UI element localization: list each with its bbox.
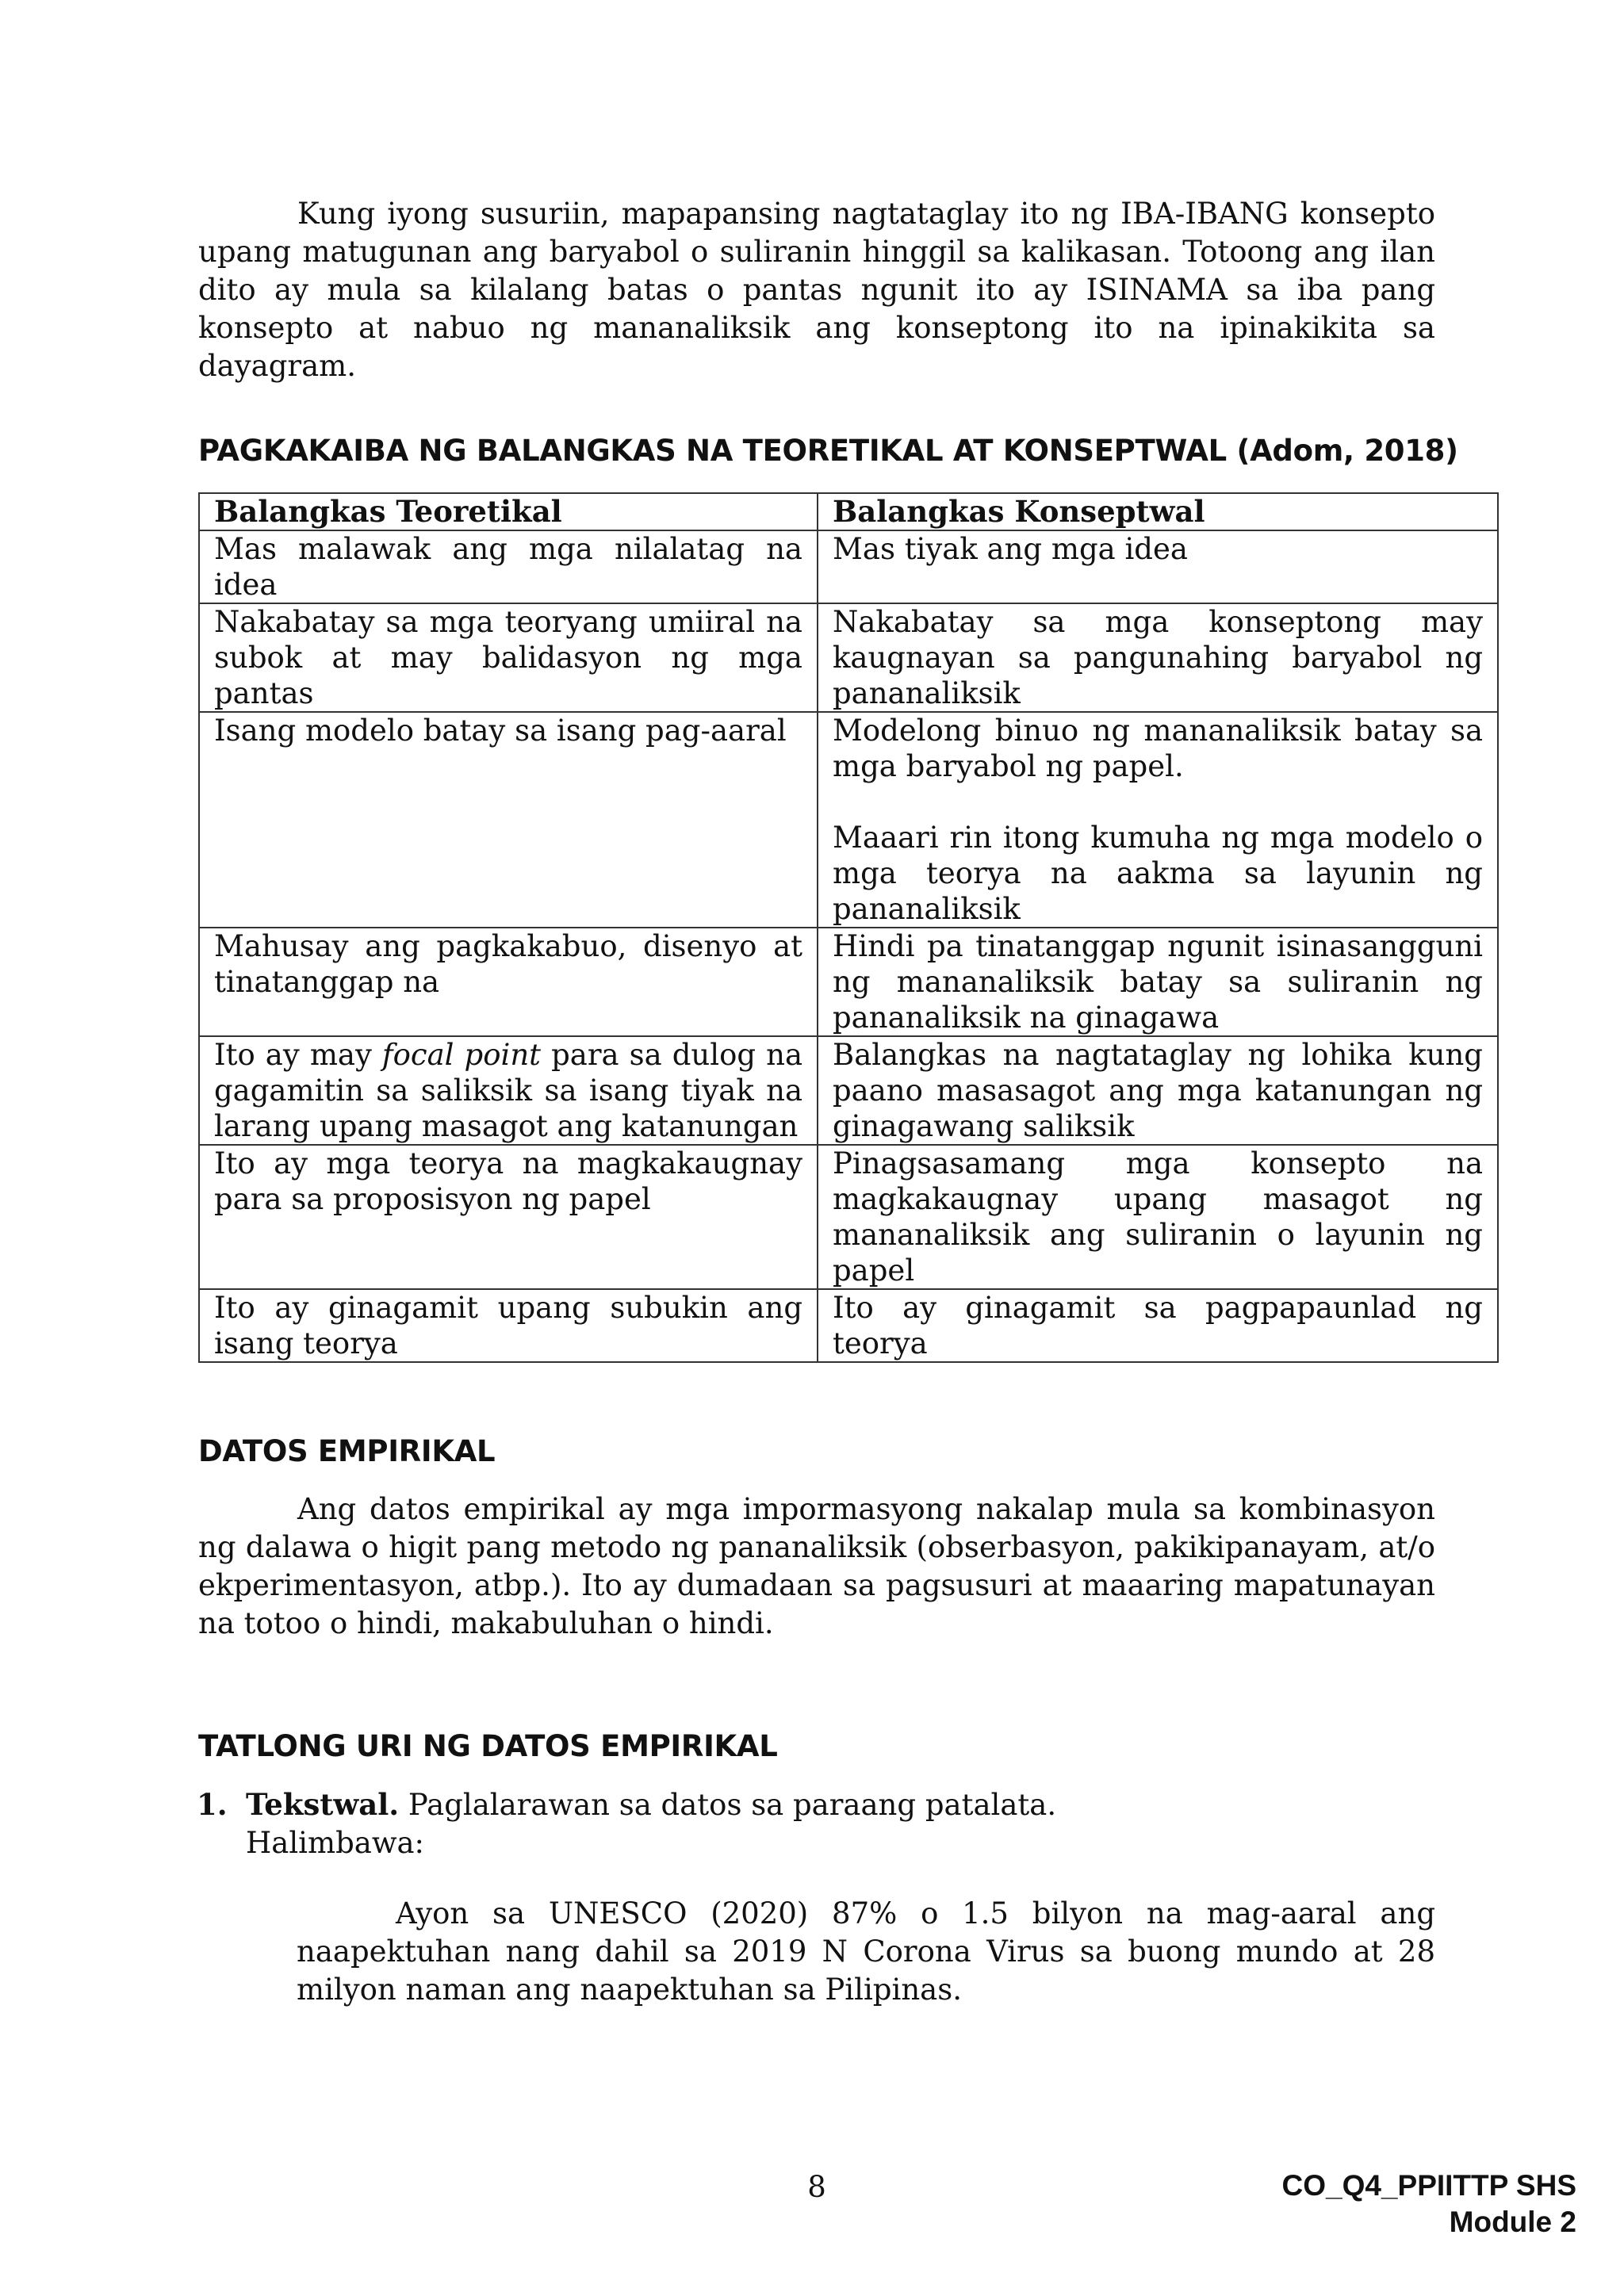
example-label: Halimbawa: xyxy=(246,1826,425,1860)
table-cell-teoretikal xyxy=(199,1036,818,1145)
table-cell-konseptwal xyxy=(818,712,1498,928)
table-cell-konseptwal: Balangkas na nagtataglay ng lohika kung paano masasagot ang mga katanungan ng ginagawang saliksik xyxy=(818,1036,1498,1145)
cell-text-before: Ito ay may xyxy=(214,1038,382,1072)
focal-point-term: focal point xyxy=(381,1038,542,1072)
table-cell-teoretikal: Mas malawak ang mga nilalatag na idea xyxy=(199,530,818,603)
table-cell-konseptwal: Nakabatay sa mga konseptong may kaugnayan sa pangunahing baryabol ng pananaliksik xyxy=(818,603,1498,712)
table-cell-teoretikal: Nakabatay sa mga teoryang umiiral na subok at may balidasyon ng mga pantas xyxy=(199,603,818,712)
list-item-number: 1. xyxy=(197,1787,228,1822)
table-row xyxy=(199,1145,1498,1289)
comparison-heading: PAGKAKAIBA NG BALANGKAS NA TEORETIKAL AT KONSEPTWAL (Adom, 2018) xyxy=(198,434,1458,468)
table-cell-konseptwal: Hindi pa tinatanggap ngunit isinasangguni ng mananaliksik batay sa suliranin ng pananaliksik na ginagawa xyxy=(818,928,1498,1036)
datos-heading: DATOS EMPIRIKAL xyxy=(198,1434,496,1468)
table-cell-teoretikal: Mahusay ang pagkakabuo, disenyo at tinatanggap na xyxy=(199,928,818,1036)
intro-paragraph xyxy=(198,195,1435,385)
table-cell-konseptwal-text: Modelong binuo ng mananaliksik batay sa mga baryabol ng papel. xyxy=(833,714,1483,783)
table-cell-konseptwal: Pinagsasamang mga konsepto na magkakaugnay upang masagot ng mananaliksik ang suliranin o layunin ng papel xyxy=(818,1145,1498,1289)
table-cell-teoretikal: Isang modelo batay sa isang pag-aaral xyxy=(199,712,818,928)
table-cell-konseptwal: Ito ay ginagamit sa pagpapaunlad ng teorya xyxy=(818,1289,1498,1362)
list-item-term: Tekstwal. xyxy=(246,1787,400,1822)
table-row xyxy=(199,530,1498,603)
table-cell-konseptwal-extra: Maaari rin itong kumuha ng mga modelo o mga teorya na aakma sa layunin ng pananaliksik xyxy=(833,821,1483,926)
table-row xyxy=(199,928,1498,1036)
table-row xyxy=(199,712,1498,928)
comparison-table xyxy=(198,492,1499,1363)
table-cell-teoretikal: Ito ay ginagamit upang subukin ang isang teorya xyxy=(199,1289,818,1362)
datos-paragraph xyxy=(198,1490,1435,1643)
table-cell-teoretikal: Ito ay mga teorya na magkakaugnay para sa proposisyon ng papel xyxy=(199,1145,818,1289)
column-header-teoretikal: Balangkas Teoretikal xyxy=(199,493,818,530)
table-cell-konseptwal: Mas tiyak ang mga idea xyxy=(818,530,1498,603)
list-item-description: Paglalarawan sa datos sa paraang patalata. xyxy=(399,1788,1057,1822)
module-code xyxy=(1282,2168,1577,2241)
table-header-row xyxy=(199,493,1498,530)
uri-heading: TATLONG URI NG DATOS EMPIRIKAL xyxy=(198,1729,778,1763)
cell-text-after: para sa dulog na gagamitin sa saliksik sa isang tiyak na larang upang masagot ang katanungan xyxy=(214,1038,802,1143)
page-number: 8 xyxy=(807,2170,826,2204)
module-code-line1: CO_Q4_PPIITTP SHS xyxy=(1281,2169,1576,2202)
list-item xyxy=(197,1785,1435,1862)
intro-paragraph-text: Kung iyong susuriin, mapapansing nagtataglay ito ng IBA-IBANG konsepto upang matugunan ang baryabol o suliranin hinggil sa kalikasan. Totoong ang ilan dito ay mula sa kilalang batas o pantas ngunit ito ay ISINAMA sa iba pang konsepto at nabuo ng mananaliksik ang konseptong ito na ipinakikita sa dayagram. xyxy=(198,197,1435,383)
table-row xyxy=(199,603,1498,712)
example-paragraph-text: Ayon sa UNESCO (2020) 87% o 1.5 bilyon na mag-aaral ang naapektuhan nang dahil sa 2019 N Corona Virus sa buong mundo at 28 milyon naman ang naapektuhan sa Pilipinas. xyxy=(297,1896,1435,2007)
column-header-konseptwal: Balangkas Konseptwal xyxy=(818,493,1498,530)
table-row xyxy=(199,1036,1498,1145)
datos-paragraph-text: Ang datos empirikal ay mga impormasyong nakalap mula sa kombinasyon ng dalawa o higit pang metodo ng pananaliksik (obserbasyon, pakikipanayam, at/o ekperimentasyon, atbp.). Ito ay dumadaan sa pagsusuri at maaaring mapatunayan na totoo o hindi, makabuluhan o hindi. xyxy=(198,1492,1435,1640)
module-code-line2: Module 2 xyxy=(1449,2206,1576,2238)
table-row xyxy=(199,1289,1498,1362)
example-paragraph xyxy=(297,1895,1435,2009)
